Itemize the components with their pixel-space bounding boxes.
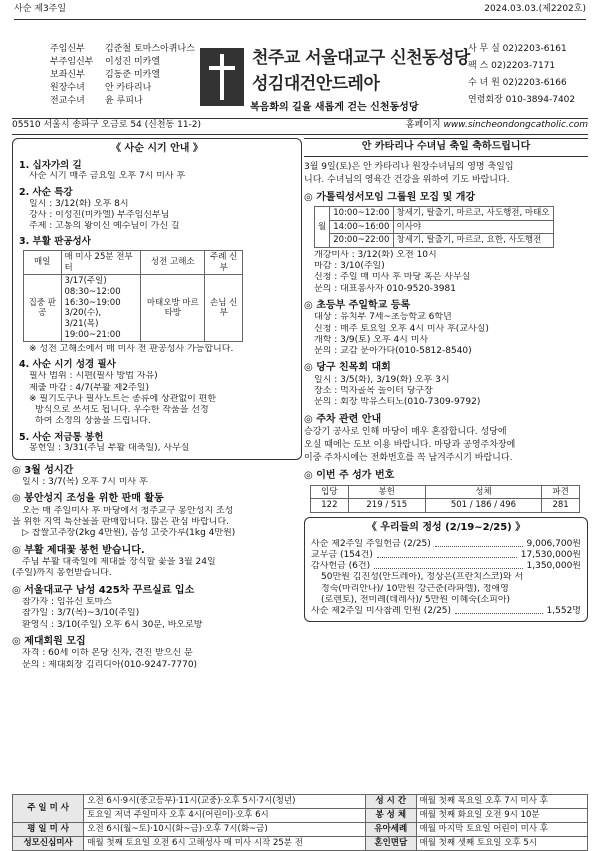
section-title: 2. 사순 특강: [19, 186, 73, 198]
clergy-row: 부주임신부 이성진 미카엘: [50, 57, 161, 67]
altar-title: ◎ 제대회원 모집: [12, 635, 86, 647]
contact-funeral: 연령회장 010-3894-7402: [468, 95, 576, 105]
feast-title: 안 카타리나 수녀님 축일 축하드립니다: [304, 138, 588, 157]
clergy-list: [50, 44, 210, 109]
section-title: 4. 사순 시기 성경 필사: [19, 359, 116, 371]
bible-title: ◎ 가톨릭성서모임 그룹원 모집 및 개강: [304, 191, 476, 203]
offering-box: 《 우리들의 정성 (2/19~2/25) 》 사순 제2주일 주일헌금 (2/25) 9,006,700원 교무금 (154건) 17,530,000원 감사헌금 (6건) 1,350,000원 50만원 김진성(안드레아), 정상은(프란치스코)와 서 정숙(마리안나)/ 10만원 강근준(라파엘), 정애영 (로렌토), 전미례(데레사)/ 5만원 이혜숙(소피아) 사순 제2주일 미사참례 인원 (2/25) 1,552명: [304, 517, 588, 622]
church-patron: 성김대건안드레아: [252, 74, 380, 94]
cursillo-title: ◎ 서울대교구 남성 425차 꾸르실료 입소: [12, 584, 195, 596]
address: 05510 서울시 송파구 오금로 54 (신천동 11-2): [12, 120, 202, 130]
sale-title: ◎ 봉안성지 조성을 위한 판매 활동: [12, 493, 164, 505]
table-row: 성모신심미사 매월 첫째 토요일 오전 6시 고해성사 매 미사 시작 25분 전 혼인면담 매월 첫째 셋째 토요일 오후 5시: [13, 837, 588, 851]
table-row: 평 일 미 사 오전 6시(월~토)·10시(화~금)·오후 7시(화~금) 유아세례 매월 마지막 토요일 어린이 미사 후: [13, 823, 588, 837]
parking-title: ◎ 주차 관련 안내: [304, 413, 382, 425]
church-title: 천주교 서울대교구 신천동성당: [252, 48, 470, 68]
homepage-link[interactable]: www.sincheondongcatholic.com: [443, 120, 588, 130]
contact-office: 사 무 실 02)2203-6161: [468, 44, 567, 54]
clergy-row: 주임신부 김준철 토마스아퀴나스: [50, 44, 195, 54]
top-line: [14, 4, 586, 20]
section-title: 5. 사순 저금통 봉헌: [19, 431, 104, 443]
mass-schedule-table: [12, 794, 588, 851]
hymns-title: ◎ 이번 주 성가 번호: [304, 470, 395, 482]
header: [50, 44, 588, 116]
sunday-label: 사순 제3주일: [14, 4, 67, 14]
lent-box: 《 사순 시기 안내 》 1. 십자가의 길 사순 시기 매주 금요일 오후 7시 미사 후 2. 사순 특강 일시 : 3/12(화) 오후 8시 강사 : 이성진(미카엘) 부주임신부님 주제 : 고통의 왕이신 예수님이 가신 길 3. 부활 판공성사 매일 매 미사 25분 전부터 성전 고해소 주례 신부 집중 판공 3/17(주일) 08:30~12:00 16:30~19:00 3/20(수), 3/21(목) 19:00~21:00 마태오방 마르타방 손님 신부 ※ 성전 고해소에서 매 미사 전 판공성사 가능합니다. 4. 사순 시기 성경 필사 필사 범위 : 시편(필사 방법 자유) 제출 마감 : 4/7(부활 제2주일) ※ 필기도구나 필사노트는 종류에 상관없이 편한 방식으로 쓰셔도 됩니다. 우수한 작품을 선정 하여 소정의 상품을 드립니다. 5. 사순 저금통 봉헌 봉헌일 : 3/31(주님 부활 대축일), 사무실: [12, 138, 302, 460]
confession-table: 매일 매 미사 25분 전부터 성전 고해소 주례 신부 집중 판공 3/17(주일) 08:30~12:00 16:30~19:00 3/20(수), 3/21(목) 19:00~21:00 마태오방 마르타방 손님 신부: [23, 250, 243, 342]
bible-table: 월 10:00~12:00 창세기, 탈출기, 마르코, 사도행전, 마태오 14:00~16:00 이사야 20:00~22:00 창세기, 탈출기, 마르코, 요한, 사도행전: [314, 206, 554, 248]
left-column: 《 사순 시기 안내 》 1. 십자가의 길 사순 시기 매주 금요일 오후 7시 미사 후 2. 사순 특강 일시 : 3/12(화) 오후 8시 강사 : 이성진(미카엘) 부주임신부님 주제 : 고통의 왕이신 예수님이 가신 길 3. 부활 판공성사 매일 매 미사 25분 전부터 성전 고해소 주례 신부 집중 판공 3/17(주일) 08:30~12:00 16:30~19:00 3/20(수), 3/21(목) 19:00~21:00 마태오방 마르타방 손님 신부 ※ 성전 고해소에서 매 미사 전 판공성사 가능합니다. 4. 사순 시기 성경 필사 필사 범위 : 시편(필사 방법 자유) 제출 마감 : 4/7(부활 제2주일) ※ 필기도구나 필사노트는 종류에 상관없이 편한 방식으로 쓰셔도 됩니다. 우수한 작품을 선정 하여 소정의 상품을 드립니다. 5. 사순 저금통 봉헌 봉헌일 : 3/31(주님 부활 대축일), 사무실 ◎ 3월 성시간 일시 : 3/7(목) 오후 7시 미사 후 ◎ 봉안성지 조성을 위한 판매 활동 오는 매 주일미사 후 마당에서 청주교구 봉안성지 조성 을 위한 지역 특산물을 판매합니다. 많은 관심 바랍니다. ▷ 찹쌀고추장(2kg 4만원), 음성 고춧가루(1kg 4만원) ◎ 부활 제대꽃 봉헌 받습니다. 주님 부활 대축일에 제대를 장식할 꽃을 3월 24일 (주일)까지 봉헌받습니다. ◎ 서울대교구 남성 425차 꾸르실료 입소 참가자 : 임유신 토마스 참가일 : 3/7(목)~3/10(주일) 환영식 : 3/10(주일) 오후 6시 30분, 바오로방 ◎ 제대회원 모집 자격 : 60세 이하 본당 신자, 견진 받으신 분 문의 : 제대회장 김리디아(010-9247-7770): [12, 138, 302, 671]
lent-title: 《 사순 시기 안내 》: [111, 143, 203, 154]
flower-title: ◎ 부활 제대꽃 봉헌 받습니다.: [12, 544, 145, 556]
issue-date: 2024.03.03.(제2202호): [484, 4, 586, 14]
homepage-label: 홈페이지: [405, 120, 441, 130]
contact-fax: 팩 스 02)2203-7171: [468, 61, 556, 71]
offering-title: 《 우리들의 정성 (2/19~2/25) 》: [366, 522, 526, 534]
contact-convent: 수 녀 원 02)2203-6166: [468, 78, 567, 88]
address-bar: [12, 118, 588, 135]
church-logo: [200, 48, 470, 108]
cross-icon: [200, 48, 244, 106]
contacts: [468, 44, 588, 112]
clergy-row: 전교수녀 윤 루피나: [50, 96, 143, 106]
table-row: 주 일 미 사 오전 6시·9시(중고등부)·11시(교중)·오후 5시·7시(청년) 성 시 간 매월 첫째 목요일 오후 7시 미사 후: [13, 795, 588, 809]
motto: 복음화의 길을 새롭게 걷는 신천동성당: [250, 102, 419, 113]
clergy-row: 원장수녀 안 카타리나: [50, 83, 152, 93]
clergy-row: 보좌신부 김동준 미카엘: [50, 70, 161, 80]
table-row: 토요일 저녁 주일미사 오후 4시(어린이)·오후 6시 봉 성 체 매월 첫째 화요일 오전 9시 10분: [13, 809, 588, 823]
school-title: ◎ 초등부 주일학교 등록: [304, 299, 411, 311]
right-column: 안 카타리나 수녀님 축일 축하드립니다 3월 9일(토)은 안 카타리나 원장수녀님의 영명 축일입 니다. 수녀님의 영육간 건강을 위하여 기도 바랍니다. ◎ 가톨릭성서모임 그룹원 모집 및 개강 월 10:00~12:00 창세기, 탈출기, 마르코, 사도행전, 마태오 14:00~16:00 이사야 20:00~22:00 창세기, 탈출기, 마르코, 요한, 사도행전 개강미사 : 3/12(화) 오전 10시 마감 : 3/10(주일) 신청 : 주일 매 미사 후 마당 혹은 사무실 문의 : 대표봉사자 010-9520-3981 ◎ 초등부 주일학교 등록 대상 : 유치부 7세~초등학교 6학년 신청 : 매주 토요일 오후 4시 미사 후(교사실) 개학 : 3/9(토) 오후 4시 미사 문의 : 교감 문아가다(010-5812-8540) ◎ 당구 친목회 대회 일시 : 3/5(화), 3/19(화) 오후 3시 장소 : 먹자골목 놀이터 당구장 문의 : 회장 박유스티노(010-7309-9792) ◎ 주차 관련 안내 승강기 공사로 인해 마당이 매우 혼잡합니다. 성당에 오실 때에는 도보 이용 바랍니다. 마당과 공영주차장에 이중 주차시에는 전화번호를 꼭 남겨주시기 바랍니다. ◎ 이번 주 성가 번호 입당 봉헌 성체 파견 122 219 / 515 501 / 186 / 496 281 《 우리들의 정성 (2/19~2/25) 》 사순 제2주일 주일헌금 (2/25) 9,006,700원 교무금 (154건) 17,530,000원 감사헌금 (6건) 1,350,000원 50만원 김진성(안드레아), 정상은(프란치스코)와 서 정숙(마리안나)/ 10만원 강근준(라파엘), 정애영 (로렌토), 전미례(데레사)/ 5만원 이혜숙(소피아) 사순 제2주일 미사참례 인원 (2/25) 1,552명: [304, 138, 588, 622]
section-title: 1. 십자가의 길: [19, 159, 82, 171]
section-title: 3. 부활 판공성사: [19, 236, 91, 248]
hymns-table: 입당 봉헌 성체 파견 122 219 / 515 501 / 186 / 496 281: [310, 485, 580, 513]
billiards-title: ◎ 당구 친목회 대회: [304, 362, 391, 374]
holy-hour-title: ◎ 3월 성시간: [12, 464, 74, 476]
